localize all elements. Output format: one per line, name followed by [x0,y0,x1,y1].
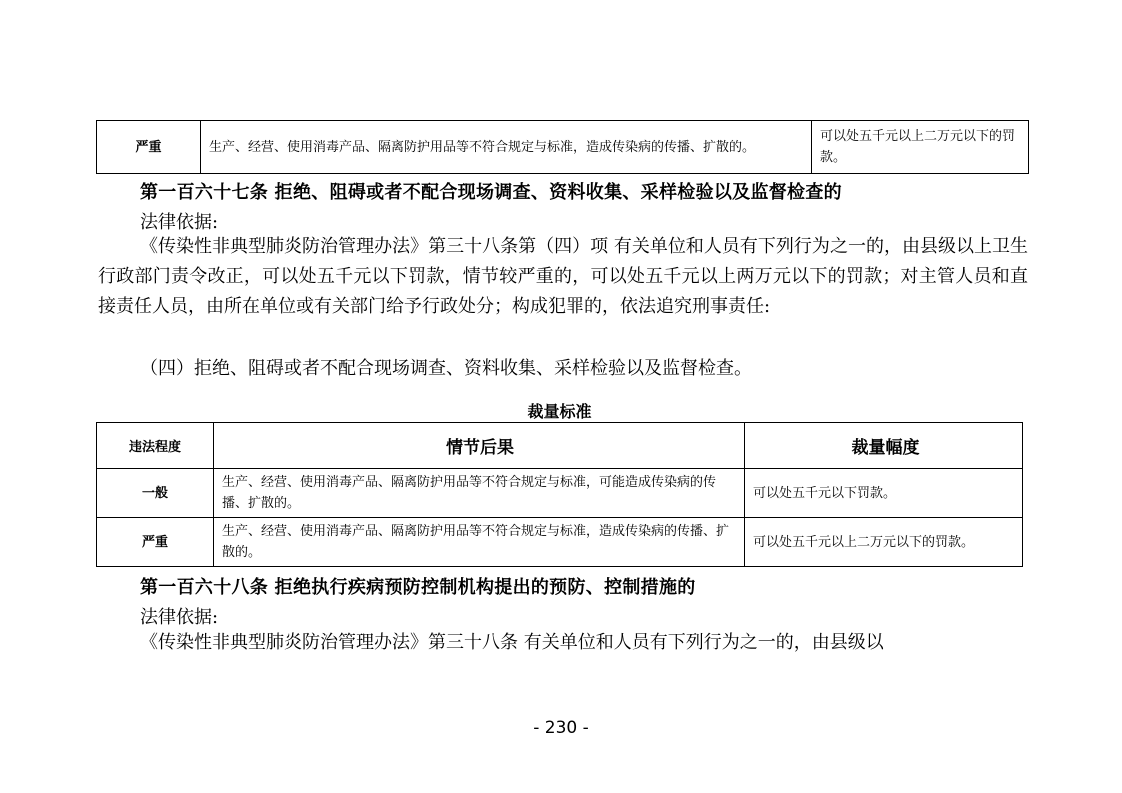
circumstance-cell: 生产、经营、使用消毒产品、隔离防护用品等不符合规定与标准，造成传染病的传播、扩散的。 [214,518,745,567]
article-167-item-4: （四）拒绝、阻碍或者不配合现场调查、资料收集、采样检验以及监督检查。 [140,358,752,379]
circumstance-cell: 生产、经营、使用消毒产品、隔离防护用品等不符合规定与标准，造成传染病的传播、扩散的。 [201,121,812,174]
table-header-row [97,423,1023,469]
header-violation-level: 违法程度 [97,423,214,469]
standards-table [96,422,1023,567]
violation-level-cell: 严重 [97,518,214,567]
table-row [97,469,1023,518]
table-row [97,121,1029,174]
header-circumstance: 情节后果 [214,423,745,469]
article-167-basis-text: 《传染性非典型肺炎防治管理办法》第三十八条第（四）项 有关单位和人员有下列行为之一的，由县级以上卫生行政部门责令改正，可以处五千元以下罚款，情节较严重的，可以处五千元以上两万元以下的罚款；对主管人员和直接责任人员，由所在单位或有关部门给予行政处分；构成犯罪的，依法追究刑事责任: [98,236,1028,317]
article-168-heading: 第一百六十八条 拒绝执行疾病预防控制机构提出的预防、控制措施的 [140,577,696,598]
table-row [97,518,1023,567]
violation-level-cell: 严重 [97,121,201,174]
violation-level-cell: 一般 [97,469,214,518]
legal-basis-label: 法律依据: [140,607,219,628]
penalty-cell: 可以处五千元以上二万元以下的罚款。 [812,121,1029,174]
circumstance-cell: 生产、经营、使用消毒产品、隔离防护用品等不符合规定与标准，可能造成传染病的传播、扩散的。 [214,469,745,518]
legal-basis-label: 法律依据: [140,212,219,233]
article-168-basis-text: 《传染性非典型肺炎防治管理办法》第三十八条 有关单位和人员有下列行为之一的，由县级以 [140,632,884,653]
page-number: - 230 - [533,718,589,738]
standards-caption: 裁量标准 [527,402,592,421]
continued-standards-table [96,120,1029,174]
header-penalty: 裁量幅度 [745,423,1023,469]
article-167-heading: 第一百六十七条 拒绝、阻碍或者不配合现场调查、资料收集、采样检验以及监督检查的 [140,182,842,203]
penalty-cell: 可以处五千元以下罚款。 [745,469,1023,518]
penalty-cell: 可以处五千元以上二万元以下的罚款。 [745,518,1023,567]
